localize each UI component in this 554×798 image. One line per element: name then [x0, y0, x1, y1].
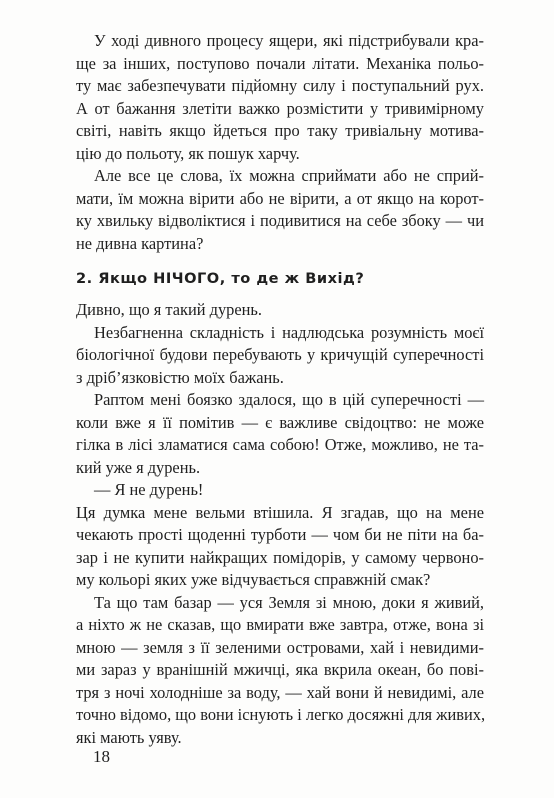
- text-line: коли вже я її помітив — є важливе свідоцтво: не може: [76, 412, 484, 432]
- text-line: Дивно, що я такий дурень.: [76, 300, 262, 319]
- text-line: гілка в лісі зламатися сама собою! Отже, можливо, не та-: [76, 435, 484, 454]
- text-line: чекають прості щоденні турботи — чом би не піти на ба-: [76, 525, 484, 544]
- text-line: мною — земля з її зеленими островами, хай і невидими-: [76, 637, 484, 657]
- text-line: У ході дивного процесу ящери, які підстрибували кра-: [94, 31, 484, 50]
- text-line: мати, їм можна вірити або не вірити, а от якщо на корот-: [76, 188, 484, 208]
- text-line: — Я не дурень!: [94, 480, 204, 499]
- text-line: ще за інших, поступово почали літати. Механіка польо-: [76, 53, 484, 73]
- text-line: цію до польоту, як пошук харчу.: [76, 143, 300, 163]
- text-line: Але все це слова, їх можна сприймати або не сприй-: [94, 166, 484, 185]
- text-line: зар і не купити найкращих помідорів, у самому червоно-: [76, 547, 484, 567]
- text-line: світі, навіть якщо йдеться про таку тривіальну мотива-: [76, 121, 484, 140]
- text-line: му кольорі яких уже відчувається справжній смак?: [76, 570, 431, 589]
- text-line: ми зараз у вранішній мжичці, яка вкрила океан, бо пові-: [76, 660, 484, 679]
- text-line: не дивна картина?: [76, 233, 204, 253]
- section-heading: 2. Якщо НІЧОГО, то де ж Вихід?: [76, 270, 365, 287]
- text-line: які мають уяву.: [76, 727, 182, 747]
- text-line: Ця думка мене вельми втішила. Я згадав, що на мене: [76, 502, 484, 522]
- text-section-1: [76, 30, 484, 255]
- text-line: ку хвильку відволіктися і подивитися на себе збоку — чи: [76, 211, 484, 230]
- text-line: тря з ночі холодніше за воду, — хай вони й невидимі, але: [76, 682, 484, 702]
- page-number: 18: [93, 747, 110, 766]
- text-line: Та що там базар — уся Земля зі мною, доки я живий,: [94, 592, 484, 612]
- text-line: біологічної будови перебувають у кричущій суперечності: [76, 345, 484, 364]
- text-line: А от бажання злетіти важко розмістити у тривимірному: [76, 98, 484, 118]
- text-line: точно відомо, що вони існують і легко досяжні для живих,: [76, 705, 486, 724]
- text-line: з дріб’язковістю моїх бажань.: [76, 367, 284, 387]
- text-section-2: [76, 299, 484, 749]
- text-line: ту має забезпечувати підйомну силу і поступальний рух.: [76, 76, 484, 95]
- text-line: Незбагненна складність і надлюдська розумність моєї: [94, 322, 484, 342]
- text-line: кий уже я дурень.: [76, 457, 201, 477]
- text-line: Раптом мені боязко здалося, що в цій суперечності —: [94, 390, 484, 409]
- text-line: а ніхто ж не сказав, що вмирати вже завтра, отже, вона зі: [76, 615, 484, 634]
